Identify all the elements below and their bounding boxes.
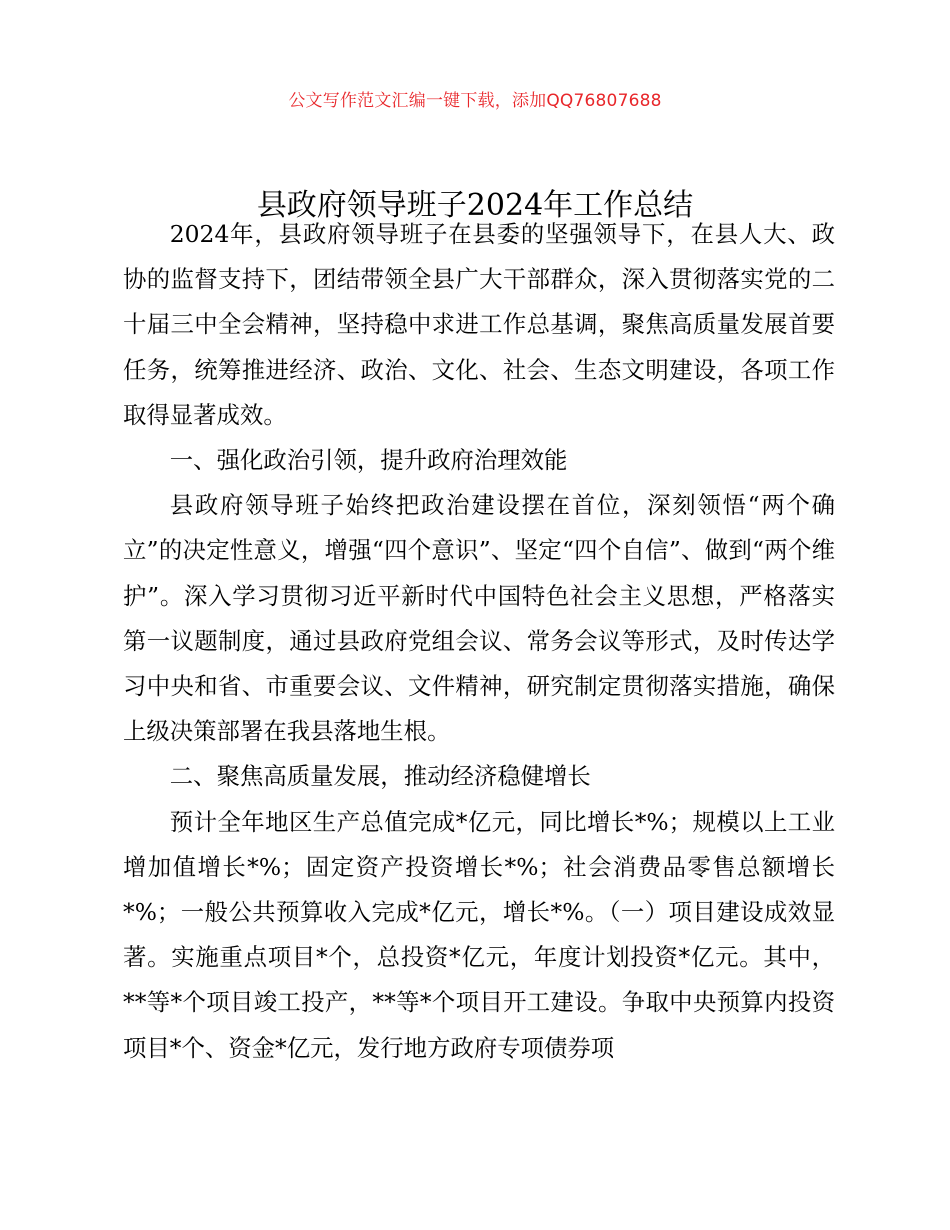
section-1-paragraph: 县政府领导班子始终把政治建设摆在首位，深刻领悟“两个确立”的决定性意义，增强“四个意识”、坚定“四个自信”、做到“两个维护”。深入学习贯彻习近平新时代中国特色社会主义思想，严格落实第一议题制度，通过县政府党组会议、常务会议等形式，及时传达学习中央和省、市重要会议、文件精神，研究制定贯彻落实措施，确保上级决策部署在我县落地生根。 (123, 491, 835, 746)
download-banner: 公文写作范文汇编一键下载，添加QQ76807688 (288, 91, 662, 111)
section-2-paragraph: 预计全年地区生产总值完成*亿元，同比增长*%；规模以上工业增加值增长*%；固定资产投资增长*%；社会消费品零售总额增长*%；一般公共预算收入完成*亿元，增长*%。（一）项目建设成效显著。实施重点项目*个，总投资*亿元，年度计划投资*亿元。其中，**等*个项目竣工投产，**等*个项目开工建设。争取中央预算内投资项目*个、资金*亿元，发行地方政府专项债券项 (123, 807, 835, 1062)
document-body (123, 212, 835, 1071)
document-title: 县政府领导班子2024年工作总结 (256, 188, 694, 224)
section-heading-2: 二、聚焦高质量发展，推动经济稳健增长 (169, 762, 591, 791)
intro-paragraph: 2024年，县政府领导班子在县委的坚强领导下，在县人大、政协的监督支持下，团结带领全县广大干部群众，深入贯彻落实党的二十届三中全会精神，坚持稳中求进工作总基调，聚焦高质量发展首要任务，统筹推进经济、政治、文化、社会、生态文明建设，各项工作取得显著成效。 (123, 220, 835, 429)
section-heading-1: 一、强化政治引领，提升政府治理效能 (169, 446, 568, 475)
